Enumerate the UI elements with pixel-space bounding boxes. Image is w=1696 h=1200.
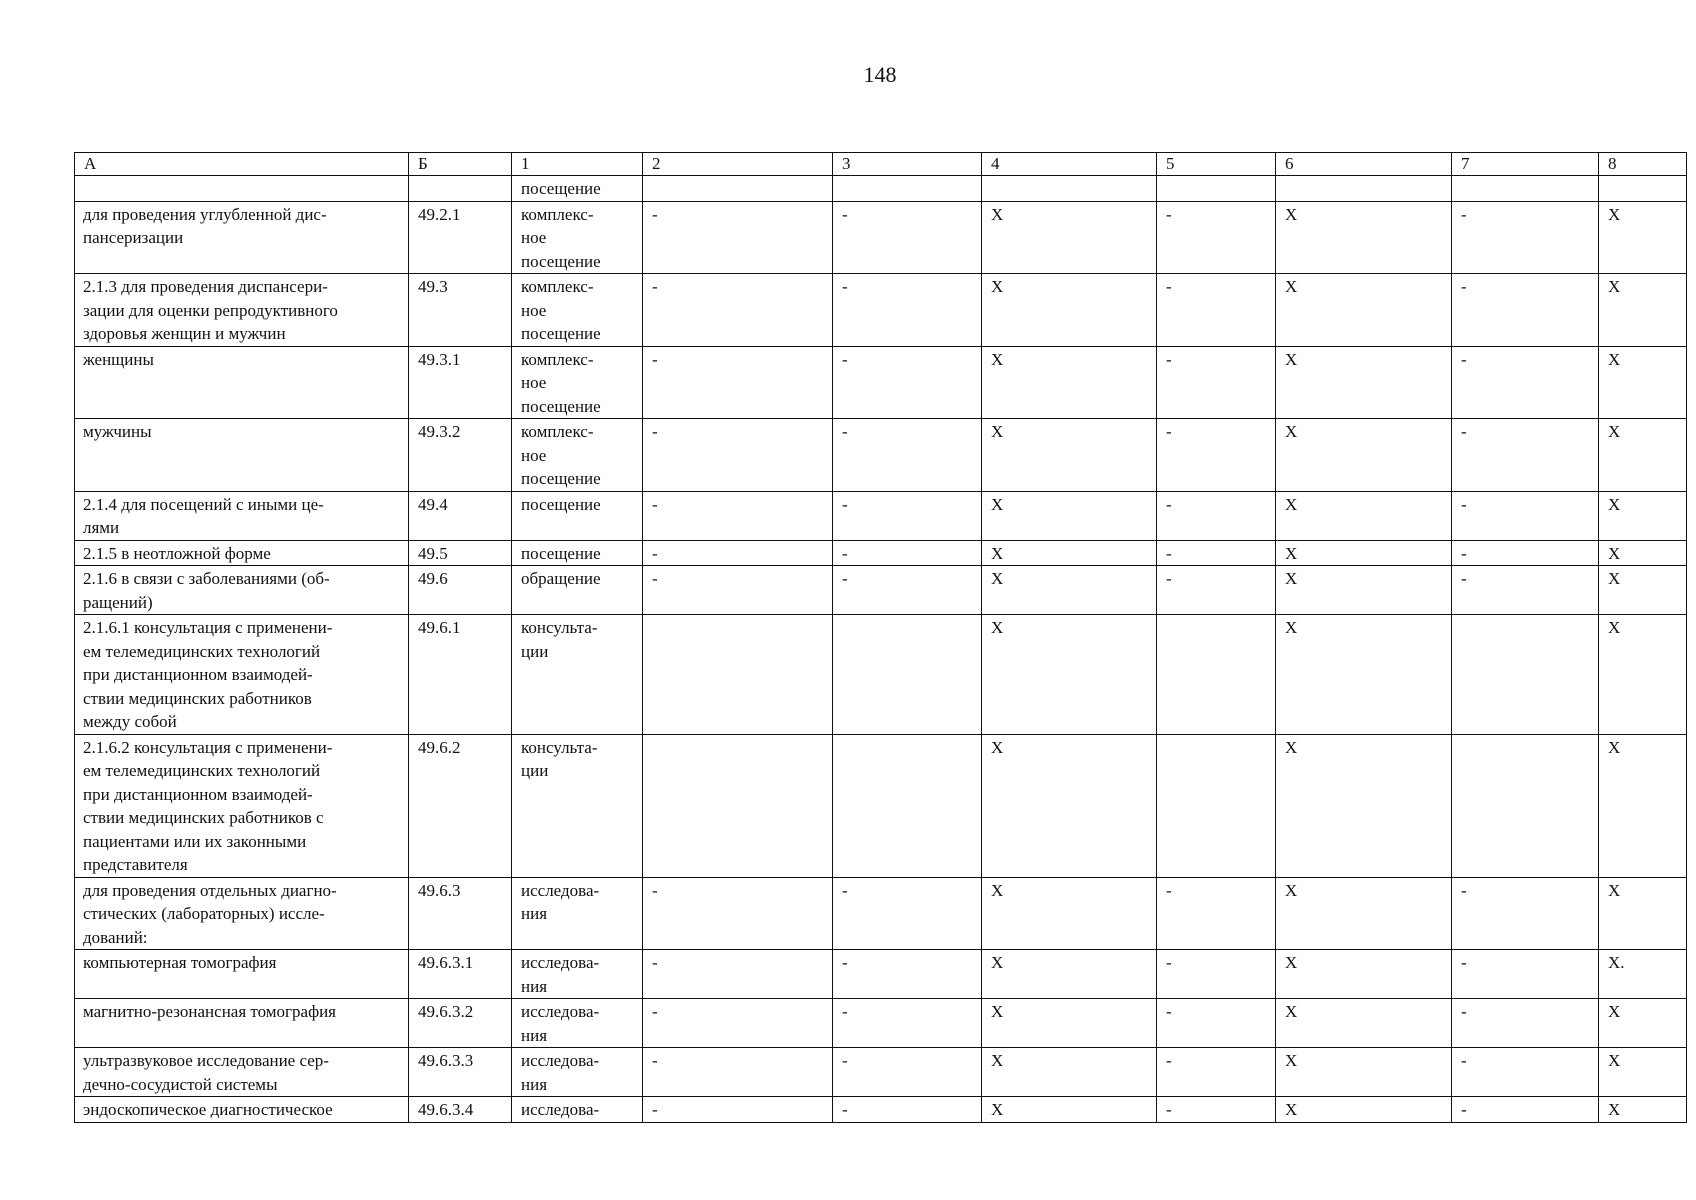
table-cell <box>409 176 512 202</box>
column-header: 6 <box>1276 153 1452 176</box>
table-cell: - <box>1452 1097 1599 1123</box>
table-cell: компьютерная томография <box>75 950 409 999</box>
table-row <box>75 566 1687 615</box>
table-cell <box>1157 615 1276 735</box>
table-row <box>75 877 1687 950</box>
data-table <box>74 152 1687 1123</box>
table-cell: X <box>982 1048 1157 1097</box>
table-cell: - <box>643 540 833 566</box>
column-header: 3 <box>833 153 982 176</box>
table-cell: - <box>643 274 833 347</box>
table-cell: X <box>982 1097 1157 1123</box>
table-cell: X <box>1599 419 1687 492</box>
table-cell: 49.6.2 <box>409 734 512 877</box>
table-cell: посещение <box>512 540 643 566</box>
table-cell <box>1452 176 1599 202</box>
table-cell: X <box>982 566 1157 615</box>
data-table-container <box>74 152 1687 1123</box>
table-cell: - <box>643 491 833 540</box>
table-cell: 49.4 <box>409 491 512 540</box>
table-cell <box>833 734 982 877</box>
table-cell: для проведения углубленной дис- пансеризации <box>75 201 409 274</box>
table-cell: X <box>1599 201 1687 274</box>
table-cell: X <box>1276 999 1452 1048</box>
table-cell: X <box>1276 201 1452 274</box>
table-cell: X <box>982 734 1157 877</box>
table-cell: X <box>1599 1097 1687 1123</box>
table-cell: X <box>1599 540 1687 566</box>
table-cell: исследова- ния <box>512 1048 643 1097</box>
table-cell <box>1452 734 1599 877</box>
table-cell: комплекс- ное посещение <box>512 201 643 274</box>
table-body <box>75 176 1687 1123</box>
table-cell: X <box>1599 615 1687 735</box>
column-header: 4 <box>982 153 1157 176</box>
table-cell: - <box>833 201 982 274</box>
table-cell: 49.3 <box>409 274 512 347</box>
table-cell <box>1599 176 1687 202</box>
table-cell <box>643 734 833 877</box>
table-row <box>75 491 1687 540</box>
table-cell: X <box>1599 346 1687 419</box>
table-cell: - <box>1157 877 1276 950</box>
table-row <box>75 950 1687 999</box>
table-cell: - <box>1157 274 1276 347</box>
table-cell: X <box>1276 491 1452 540</box>
column-header: Б <box>409 153 512 176</box>
table-row <box>75 346 1687 419</box>
table-cell: X <box>1599 1048 1687 1097</box>
table-cell: X <box>1599 491 1687 540</box>
table-cell: 49.6.3.3 <box>409 1048 512 1097</box>
table-cell <box>833 176 982 202</box>
table-cell: - <box>1452 566 1599 615</box>
table-cell: - <box>643 950 833 999</box>
table-cell: - <box>1157 1048 1276 1097</box>
table-cell: - <box>833 950 982 999</box>
table-cell: консульта- ции <box>512 615 643 735</box>
table-cell: - <box>833 491 982 540</box>
table-cell: - <box>1452 1048 1599 1097</box>
table-cell: - <box>1157 419 1276 492</box>
column-header: А <box>75 153 409 176</box>
table-cell: эндоскопическое диагностическое <box>75 1097 409 1123</box>
table-cell <box>1452 615 1599 735</box>
table-cell: - <box>1452 201 1599 274</box>
table-cell: - <box>1157 346 1276 419</box>
table-row <box>75 1048 1687 1097</box>
table-row <box>75 540 1687 566</box>
table-cell: X. <box>1599 950 1687 999</box>
table-cell <box>833 615 982 735</box>
table-cell: 49.6 <box>409 566 512 615</box>
table-cell: мужчины <box>75 419 409 492</box>
table-cell: 2.1.4 для посещений с иными це- лями <box>75 491 409 540</box>
table-cell: 49.6.3.2 <box>409 999 512 1048</box>
table-cell: 2.1.6 в связи с заболеваниями (об- ращений) <box>75 566 409 615</box>
table-cell: - <box>833 877 982 950</box>
table-row <box>75 999 1687 1048</box>
column-header: 2 <box>643 153 833 176</box>
table-cell: 2.1.6.1 консультация с применени- ем телемедицинских технологий при дистанционном взаимодей- ствии медицинских работников между собой <box>75 615 409 735</box>
table-cell: - <box>1452 491 1599 540</box>
table-cell: 49.6.1 <box>409 615 512 735</box>
column-header: 5 <box>1157 153 1276 176</box>
table-cell: магнитно-резонансная томография <box>75 999 409 1048</box>
table-cell: - <box>833 419 982 492</box>
table-cell: X <box>1276 566 1452 615</box>
table-cell: 49.6.3.1 <box>409 950 512 999</box>
table-cell: - <box>1452 346 1599 419</box>
table-cell: 2.1.6.2 консультация с применени- ем телемедицинских технологий при дистанционном взаимодей- ствии медицинских работников с пациентами или их законными представителя <box>75 734 409 877</box>
table-cell: X <box>1599 999 1687 1048</box>
table-cell: X <box>1276 540 1452 566</box>
table-cell: - <box>833 346 982 419</box>
table-cell <box>643 176 833 202</box>
table-cell: X <box>982 877 1157 950</box>
table-cell <box>75 176 409 202</box>
table-cell: комплекс- ное посещение <box>512 274 643 347</box>
table-row <box>75 1097 1687 1123</box>
table-cell: X <box>1276 346 1452 419</box>
table-cell: комплекс- ное посещение <box>512 346 643 419</box>
column-header: 7 <box>1452 153 1599 176</box>
table-cell: - <box>1157 566 1276 615</box>
table-cell: - <box>1157 540 1276 566</box>
table-cell: X <box>982 201 1157 274</box>
table-cell: - <box>643 566 833 615</box>
table-cell: X <box>982 950 1157 999</box>
table-cell: X <box>1276 877 1452 950</box>
table-cell: X <box>1276 1048 1452 1097</box>
table-cell: - <box>1452 877 1599 950</box>
table-cell: - <box>643 999 833 1048</box>
table-cell <box>1276 176 1452 202</box>
table-row <box>75 734 1687 877</box>
column-header: 8 <box>1599 153 1687 176</box>
table-cell <box>982 176 1157 202</box>
table-cell: исследова- ния <box>512 877 643 950</box>
table-cell: 49.3.1 <box>409 346 512 419</box>
column-header: 1 <box>512 153 643 176</box>
table-cell: - <box>643 1097 833 1123</box>
table-cell: - <box>1452 950 1599 999</box>
table-cell: X <box>1276 274 1452 347</box>
table-cell: X <box>1276 950 1452 999</box>
table-cell: исследова- ния <box>512 950 643 999</box>
table-cell: исследова- <box>512 1097 643 1123</box>
table-row <box>75 274 1687 347</box>
table-cell: X <box>1599 734 1687 877</box>
table-cell: - <box>643 877 833 950</box>
table-cell: - <box>1452 274 1599 347</box>
table-cell: - <box>643 201 833 274</box>
table-cell: консульта- ции <box>512 734 643 877</box>
table-cell: - <box>643 1048 833 1097</box>
table-cell: для проведения отдельных диагно- стических (лабораторных) иссле- дований: <box>75 877 409 950</box>
table-cell: 49.2.1 <box>409 201 512 274</box>
table-cell: исследова- ния <box>512 999 643 1048</box>
table-cell: 2.1.5 в неотложной форме <box>75 540 409 566</box>
table-cell: X <box>1276 734 1452 877</box>
table-cell: - <box>833 274 982 347</box>
table-cell: комплекс- ное посещение <box>512 419 643 492</box>
table-cell: - <box>1157 950 1276 999</box>
table-cell: - <box>643 419 833 492</box>
table-cell: - <box>833 566 982 615</box>
table-row <box>75 615 1687 735</box>
table-header-row <box>75 153 1687 176</box>
table-cell: 49.6.3.4 <box>409 1097 512 1123</box>
table-cell: X <box>982 615 1157 735</box>
table-cell: 49.5 <box>409 540 512 566</box>
table-cell: X <box>982 346 1157 419</box>
table-cell <box>1157 734 1276 877</box>
table-cell: - <box>833 1097 982 1123</box>
table-cell: - <box>833 1048 982 1097</box>
table-cell: - <box>1157 1097 1276 1123</box>
table-cell: - <box>833 540 982 566</box>
table-cell: X <box>1599 274 1687 347</box>
table-cell: X <box>1599 877 1687 950</box>
table-cell: X <box>982 999 1157 1048</box>
table-row <box>75 176 1687 202</box>
table-cell: посещение <box>512 176 643 202</box>
page-number: 148 <box>863 62 897 87</box>
table-cell: - <box>1452 540 1599 566</box>
table-cell: X <box>982 419 1157 492</box>
table-cell: X <box>1599 566 1687 615</box>
table-cell: - <box>1157 999 1276 1048</box>
table-row <box>75 419 1687 492</box>
table-cell: X <box>982 274 1157 347</box>
table-cell: женщины <box>75 346 409 419</box>
table-cell: - <box>1452 999 1599 1048</box>
table-cell: - <box>643 346 833 419</box>
table-cell <box>643 615 833 735</box>
table-cell: 49.3.2 <box>409 419 512 492</box>
table-cell: 2.1.3 для проведения диспансери- зации для оценки репродуктивного здоровья женщин и мужчин <box>75 274 409 347</box>
table-cell: обращение <box>512 566 643 615</box>
table-cell: X <box>982 491 1157 540</box>
table-cell: - <box>1157 201 1276 274</box>
table-cell: X <box>1276 1097 1452 1123</box>
table-cell: - <box>1157 491 1276 540</box>
table-cell: 49.6.3 <box>409 877 512 950</box>
table-cell: X <box>1276 615 1452 735</box>
table-cell: X <box>1276 419 1452 492</box>
table-cell: X <box>982 540 1157 566</box>
table-row <box>75 201 1687 274</box>
table-cell: - <box>1452 419 1599 492</box>
table-cell: - <box>833 999 982 1048</box>
table-cell <box>1157 176 1276 202</box>
table-cell: посещение <box>512 491 643 540</box>
table-cell: ультразвуковое исследование сер- дечно-сосудистой системы <box>75 1048 409 1097</box>
